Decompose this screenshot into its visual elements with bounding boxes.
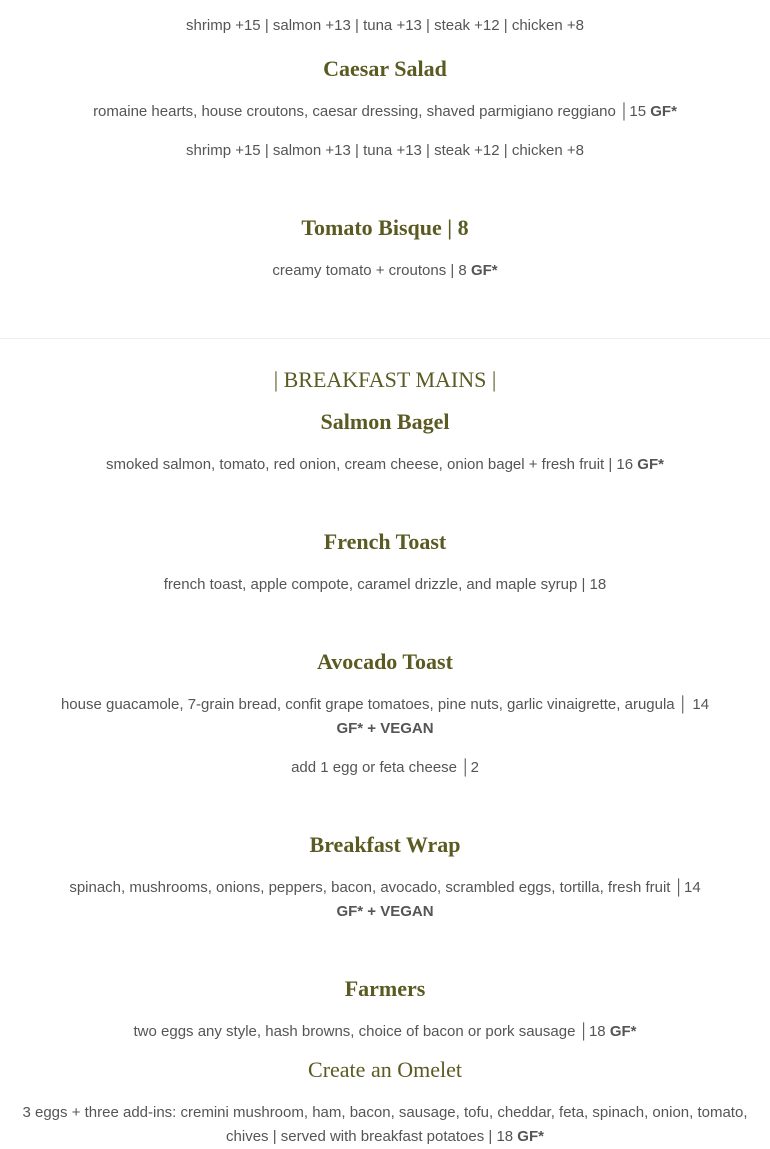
breakfast-wrap-title: Breakfast Wrap	[309, 832, 461, 857]
caesar-salad-description	[0, 100, 770, 124]
create-omelet-description-line1	[0, 1101, 770, 1125]
breakfast-wrap-description	[0, 876, 770, 900]
french-toast-description	[0, 573, 770, 597]
avocado-toast-addon-text: add 1 egg or feta cheese │2	[291, 759, 479, 776]
salmon-bagel-title: Salmon Bagel	[320, 409, 450, 434]
breakfast-wrap-desc-text: spinach, mushrooms, onions, peppers, bacon, avocado, scrambled eggs, tortilla, fresh fruit │14	[69, 879, 701, 896]
gf-tag: GF*	[650, 103, 677, 120]
gf-tag: GF*	[609, 1023, 637, 1040]
tomato-bisque-description	[0, 259, 770, 283]
section-divider	[0, 338, 770, 339]
avocado-toast-desc-text: house guacamole, 7-grain bread, confit grape tomatoes, pine nuts, garlic vinaigrette, arugula │ 14	[60, 696, 710, 713]
salmon-bagel-desc-text: smoked salmon, tomato, red onion, cream cheese, onion bagel + fresh fruit | 16	[106, 456, 638, 473]
gf-vegan-tag: GF* + VEGAN	[336, 720, 434, 737]
avocado-toast-addon	[0, 756, 770, 780]
caesar-salad-title: Caesar Salad	[323, 56, 447, 81]
farmers-description	[0, 1020, 770, 1044]
omelet-desc-text-2: chives | served with breakfast potatoes | 18	[226, 1128, 518, 1145]
caesar-salad-addons	[0, 139, 770, 163]
french-toast-title: French Toast	[323, 529, 447, 554]
tomato-bisque-title: Tomato Bisque | 8	[301, 215, 469, 240]
farmers-desc-text: two eggs any style, hash browns, choice of bacon or pork sausage │18	[133, 1023, 610, 1040]
farmers-title: Farmers	[344, 976, 426, 1001]
caesar-addons-text: shrimp +15 | salmon +13 | tuna +13 | steak +12 | chicken +8	[186, 142, 584, 159]
avocado-toast-title: Avocado Toast	[317, 649, 453, 674]
addons-line	[0, 14, 770, 38]
breakfast-wrap-tag-line	[0, 900, 770, 924]
breakfast-mains-header: | BREAKFAST MAINS |	[273, 367, 497, 392]
avocado-toast-tag-line	[0, 717, 770, 741]
addons-text: shrimp +15 | salmon +13 | tuna +13 | steak +12 | chicken +8	[186, 17, 584, 34]
gf-vegan-tag: GF* + VEGAN	[336, 903, 434, 920]
create-omelet-title: Create an Omelet	[308, 1057, 462, 1082]
salmon-bagel-description	[0, 453, 770, 477]
create-omelet-description-line2	[0, 1125, 770, 1149]
avocado-toast-description	[0, 693, 770, 717]
omelet-desc-text-1: 3 eggs + three add-ins: cremini mushroom, ham, bacon, sausage, tofu, cheddar, feta, spinach, onion, tomato,	[22, 1104, 748, 1121]
gf-tag: GF*	[517, 1128, 544, 1145]
caesar-salad-desc-text: romaine hearts, house croutons, caesar dressing, shaved parmigiano reggiano │15	[93, 103, 651, 120]
tomato-bisque-desc-text: creamy tomato + croutons | 8	[272, 262, 471, 279]
french-toast-desc-text: french toast, apple compote, caramel drizzle, and maple syrup | 18	[163, 576, 607, 593]
gf-tag: GF*	[637, 456, 664, 473]
gf-tag: GF*	[470, 262, 498, 279]
